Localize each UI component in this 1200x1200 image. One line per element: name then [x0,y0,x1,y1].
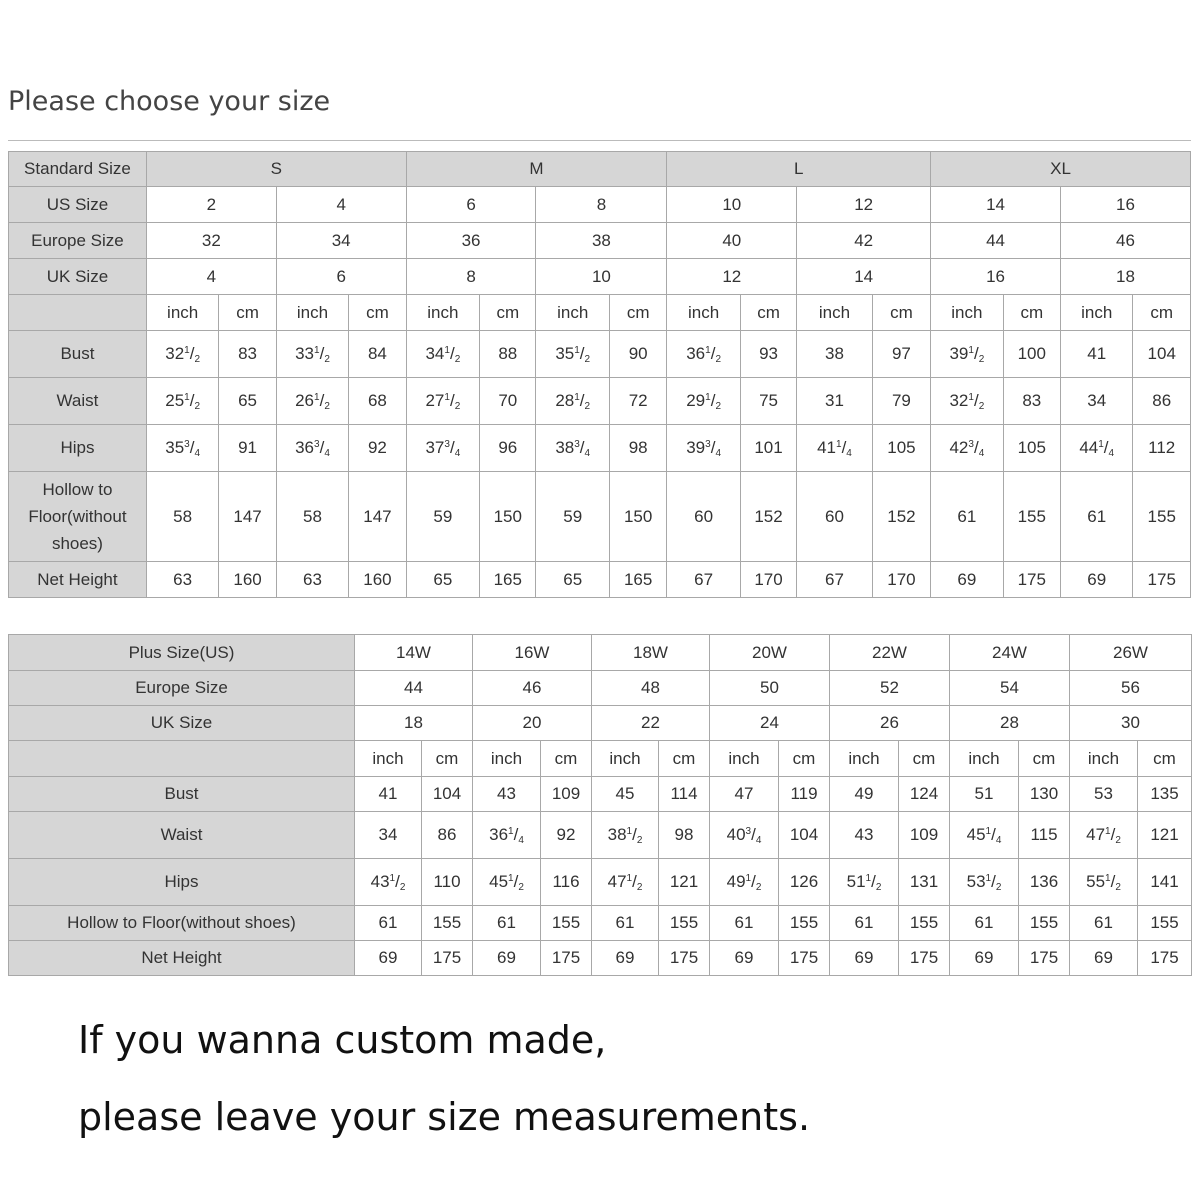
size-cell: 18 [1060,259,1190,295]
size-cell: 48 [592,671,710,706]
unit-cell-inch: inch [592,741,659,777]
size-cell: 52 [830,671,950,706]
value-cell: 150 [609,472,666,562]
unit-cell-inch: inch [536,295,609,331]
size-cell: 50 [710,671,830,706]
plus-size-table [8,634,1192,976]
value-cell: 130 [1019,777,1070,812]
unit-cell-inch: inch [406,295,479,331]
custom-made-note-line2: please leave your size measurements. [78,1095,811,1139]
value-cell: 175 [659,941,710,976]
size-cell: 16 [1060,187,1190,223]
value-cell: 92 [541,812,592,859]
size-cell: 38 [536,223,667,259]
value-cell: 115 [1019,812,1070,859]
value-cell: $42^3/_4$ [931,425,1003,472]
value-cell: 93 [740,331,796,378]
value-cell: 67 [797,562,873,598]
size-cell: 14 [797,259,931,295]
value-cell: 65 [406,562,479,598]
unit-cell-cm: cm [541,741,592,777]
value-cell: 104 [422,777,473,812]
value-cell: 147 [349,472,406,562]
value-cell: 165 [480,562,536,598]
row-header-cell: Waist [9,812,355,859]
value-cell: 43 [473,777,541,812]
value-cell: 69 [830,941,899,976]
size-cell: 10 [536,259,667,295]
row-header-cell: US Size [9,187,147,223]
value-cell: 69 [473,941,541,976]
uk-size-row [9,259,1191,295]
value-cell: 100 [1003,331,1060,378]
value-cell: $36^3/_4$ [276,425,348,472]
unit-cell-cm: cm [1003,295,1060,331]
value-cell: 90 [609,331,666,378]
value-cell: $33^1/_2$ [276,331,348,378]
value-cell: 155 [659,906,710,941]
value-cell: $39^1/_2$ [931,331,1003,378]
measurement-row [9,941,1192,976]
unit-cell-inch: inch [950,741,1019,777]
value-cell: 104 [1133,331,1191,378]
value-cell: $25^1/_2$ [146,378,218,425]
value-cell: 175 [422,941,473,976]
size-cell: 12 [667,259,797,295]
value-cell: 155 [1138,906,1192,941]
value-cell: 114 [659,777,710,812]
size-cell: 20 [473,706,592,741]
value-cell: 104 [779,812,830,859]
value-cell: 155 [1019,906,1070,941]
value-cell: 83 [1003,378,1060,425]
value-cell: 65 [219,378,276,425]
row-header-cell: Net Height [9,941,355,976]
size-cell: 14 [931,187,1061,223]
size-group-header: L [667,152,931,187]
value-cell: 136 [1019,859,1070,906]
value-cell: 175 [1138,941,1192,976]
value-cell: 141 [1138,859,1192,906]
size-cell: 44 [931,223,1061,259]
row-header-cell: Bust [9,777,355,812]
unit-row [9,295,1191,331]
plus-size-row [9,635,1192,671]
value-cell: $49^1/_2$ [710,859,779,906]
value-cell: 60 [797,472,873,562]
row-header-cell: Waist [9,378,147,425]
size-cell: 28 [950,706,1070,741]
row-header-cell: Hollow to Floor(without shoes) [9,472,147,562]
value-cell: $36^1/_2$ [667,331,740,378]
value-cell: 75 [740,378,796,425]
value-cell: $47^1/_2$ [1070,812,1138,859]
value-cell: $41^1/_4$ [797,425,873,472]
us-size-row [9,187,1191,223]
unit-row [9,741,1192,777]
value-cell: 175 [1003,562,1060,598]
row-header-cell: Standard Size [9,152,147,187]
value-cell: 160 [219,562,276,598]
value-cell: 69 [592,941,659,976]
value-cell: 38 [797,331,873,378]
value-cell: 61 [1060,472,1132,562]
value-cell: 98 [609,425,666,472]
value-cell: 86 [1133,378,1191,425]
size-cell: 8 [536,187,667,223]
unit-cell-inch: inch [473,741,541,777]
value-cell: 61 [592,906,659,941]
value-cell: 51 [950,777,1019,812]
value-cell: 65 [536,562,609,598]
value-cell: 41 [1060,331,1132,378]
size-cell: 42 [797,223,931,259]
value-cell: 152 [740,472,796,562]
size-cell: 22W [830,635,950,671]
value-cell: $45^1/_2$ [473,859,541,906]
value-cell: 86 [422,812,473,859]
row-header-cell: Hollow to Floor(without shoes) [9,906,355,941]
value-cell: 155 [1003,472,1060,562]
value-cell: 155 [422,906,473,941]
row-header-cell: Bust [9,331,147,378]
standard-size-table [8,151,1191,598]
size-cell: 26 [830,706,950,741]
value-cell: 69 [931,562,1003,598]
value-cell: $47^1/_2$ [592,859,659,906]
value-cell: $45^1/_4$ [950,812,1019,859]
unit-cell-inch: inch [830,741,899,777]
value-cell: 96 [480,425,536,472]
value-cell: $29^1/_2$ [667,378,740,425]
size-cell: 56 [1070,671,1192,706]
size-cell: 6 [276,259,406,295]
row-header-cell: Europe Size [9,223,147,259]
size-cell: 22 [592,706,710,741]
size-cell: 18W [592,635,710,671]
value-cell: 92 [349,425,406,472]
size-cell: 10 [667,187,797,223]
size-cell: 44 [355,671,473,706]
custom-made-note-line1: If you wanna custom made, [78,1018,607,1062]
value-cell: $35^3/_4$ [146,425,218,472]
value-cell: 63 [146,562,218,598]
unit-cell-cm: cm [899,741,950,777]
value-cell: $37^3/_4$ [406,425,479,472]
value-cell: 31 [797,378,873,425]
value-cell: 170 [872,562,930,598]
value-cell: $51^1/_2$ [830,859,899,906]
value-cell: $55^1/_2$ [1070,859,1138,906]
unit-cell-inch: inch [797,295,873,331]
value-cell: 61 [355,906,422,941]
size-cell: 34 [276,223,406,259]
value-cell: 105 [1003,425,1060,472]
value-cell: 69 [1070,941,1138,976]
size-group-header: S [146,152,406,187]
value-cell: 60 [667,472,740,562]
value-cell: 131 [899,859,950,906]
value-cell: 170 [740,562,796,598]
value-cell: 83 [219,331,276,378]
value-cell: 67 [667,562,740,598]
value-cell: 109 [899,812,950,859]
size-cell: 12 [797,187,931,223]
value-cell: 110 [422,859,473,906]
value-cell: $38^3/_4$ [536,425,609,472]
value-cell: 175 [1019,941,1070,976]
row-header-cell: Plus Size(US) [9,635,355,671]
value-cell: 61 [950,906,1019,941]
value-cell: 124 [899,777,950,812]
size-cell: 4 [276,187,406,223]
unit-cell-inch: inch [1070,741,1138,777]
measurement-row [9,472,1191,562]
value-cell: 126 [779,859,830,906]
value-cell: 88 [480,331,536,378]
size-cell: 2 [146,187,276,223]
row-header-cell: Hips [9,859,355,906]
row-header-cell: UK Size [9,706,355,741]
value-cell: 175 [1133,562,1191,598]
uk-size-row [9,706,1192,741]
value-cell: 152 [872,472,930,562]
unit-cell-cm: cm [609,295,666,331]
measurement-row [9,331,1191,378]
size-cell: 26W [1070,635,1192,671]
value-cell: $39^3/_4$ [667,425,740,472]
value-cell: 135 [1138,777,1192,812]
measurement-row [9,378,1191,425]
value-cell: $44^1/_4$ [1060,425,1132,472]
value-cell: 91 [219,425,276,472]
size-cell: 16 [931,259,1061,295]
value-cell: 70 [480,378,536,425]
value-cell: 47 [710,777,779,812]
value-cell: $32^1/_2$ [146,331,218,378]
value-cell: 68 [349,378,406,425]
value-cell: 69 [1060,562,1132,598]
measurement-row [9,906,1192,941]
row-header-cell: UK Size [9,259,147,295]
value-cell: $26^1/_2$ [276,378,348,425]
measurement-row [9,562,1191,598]
unit-cell-inch: inch [931,295,1003,331]
size-cell: 40 [667,223,797,259]
value-cell: 43 [830,812,899,859]
unit-cell-cm: cm [422,741,473,777]
value-cell: 58 [276,472,348,562]
size-group-header: M [406,152,667,187]
value-cell: 160 [349,562,406,598]
unit-cell-inch: inch [1060,295,1132,331]
value-cell: $34^1/_2$ [406,331,479,378]
unit-cell-cm: cm [779,741,830,777]
value-cell: 84 [349,331,406,378]
size-cell: 18 [355,706,473,741]
unit-cell-inch: inch [355,741,422,777]
value-cell: 165 [609,562,666,598]
value-cell: $36^1/_4$ [473,812,541,859]
row-header-cell: Hips [9,425,147,472]
value-cell: 112 [1133,425,1191,472]
value-cell: $32^1/_2$ [931,378,1003,425]
value-cell: 69 [355,941,422,976]
value-cell: 61 [830,906,899,941]
unit-cell-cm: cm [480,295,536,331]
unit-cell-inch: inch [146,295,218,331]
size-cell: 24 [710,706,830,741]
value-cell: 61 [1070,906,1138,941]
title-divider [8,140,1191,141]
value-cell: $40^3/_4$ [710,812,779,859]
value-cell: $28^1/_2$ [536,378,609,425]
size-cell: 16W [473,635,592,671]
value-cell: $53^1/_2$ [950,859,1019,906]
unit-cell-cm: cm [1133,295,1191,331]
size-cell: 30 [1070,706,1192,741]
unit-cell-cm: cm [349,295,406,331]
value-cell: 61 [710,906,779,941]
table-row [9,152,1191,187]
measurement-row [9,777,1192,812]
row-header-cell [9,295,147,331]
size-cell: 4 [146,259,276,295]
value-cell: 72 [609,378,666,425]
value-cell: 61 [931,472,1003,562]
value-cell: 105 [872,425,930,472]
value-cell: 155 [541,906,592,941]
value-cell: 155 [779,906,830,941]
value-cell: 175 [899,941,950,976]
value-cell: 59 [406,472,479,562]
value-cell: 34 [355,812,422,859]
value-cell: 121 [1138,812,1192,859]
value-cell: $27^1/_2$ [406,378,479,425]
value-cell: 109 [541,777,592,812]
unit-cell-cm: cm [872,295,930,331]
europe-size-row [9,223,1191,259]
value-cell: 175 [779,941,830,976]
unit-cell-inch: inch [667,295,740,331]
measurement-row [9,812,1192,859]
row-header-cell [9,741,355,777]
size-cell: 24W [950,635,1070,671]
unit-cell-cm: cm [1019,741,1070,777]
unit-cell-cm: cm [659,741,710,777]
unit-cell-cm: cm [219,295,276,331]
value-cell: 59 [536,472,609,562]
value-cell: 79 [872,378,930,425]
value-cell: 101 [740,425,796,472]
value-cell: $43^1/_2$ [355,859,422,906]
value-cell: 61 [473,906,541,941]
value-cell: 147 [219,472,276,562]
size-cell: 14W [355,635,473,671]
size-cell: 32 [146,223,276,259]
value-cell: $38^1/_2$ [592,812,659,859]
size-cell: 8 [406,259,536,295]
size-cell: 6 [406,187,536,223]
value-cell: 98 [659,812,710,859]
value-cell: 53 [1070,777,1138,812]
value-cell: 69 [950,941,1019,976]
unit-cell-inch: inch [710,741,779,777]
unit-cell-cm: cm [740,295,796,331]
row-header-cell: Net Height [9,562,147,598]
value-cell: 119 [779,777,830,812]
value-cell: 116 [541,859,592,906]
unit-cell-cm: cm [1138,741,1192,777]
size-cell: 46 [473,671,592,706]
value-cell: 45 [592,777,659,812]
measurement-row [9,425,1191,472]
value-cell: 41 [355,777,422,812]
size-cell: 54 [950,671,1070,706]
value-cell: 155 [899,906,950,941]
value-cell: 34 [1060,378,1132,425]
unit-cell-inch: inch [276,295,348,331]
size-cell: 20W [710,635,830,671]
europe-size-row [9,671,1192,706]
value-cell: 69 [710,941,779,976]
value-cell: 121 [659,859,710,906]
size-cell: 46 [1060,223,1190,259]
size-group-header: XL [931,152,1191,187]
value-cell: 49 [830,777,899,812]
value-cell: 58 [146,472,218,562]
value-cell: 150 [480,472,536,562]
size-cell: 36 [406,223,536,259]
value-cell: 175 [541,941,592,976]
value-cell: 63 [276,562,348,598]
row-header-cell: Europe Size [9,671,355,706]
value-cell: $35^1/_2$ [536,331,609,378]
page-title: Please choose your size [8,86,331,117]
value-cell: 155 [1133,472,1191,562]
measurement-row [9,859,1192,906]
value-cell: 97 [872,331,930,378]
